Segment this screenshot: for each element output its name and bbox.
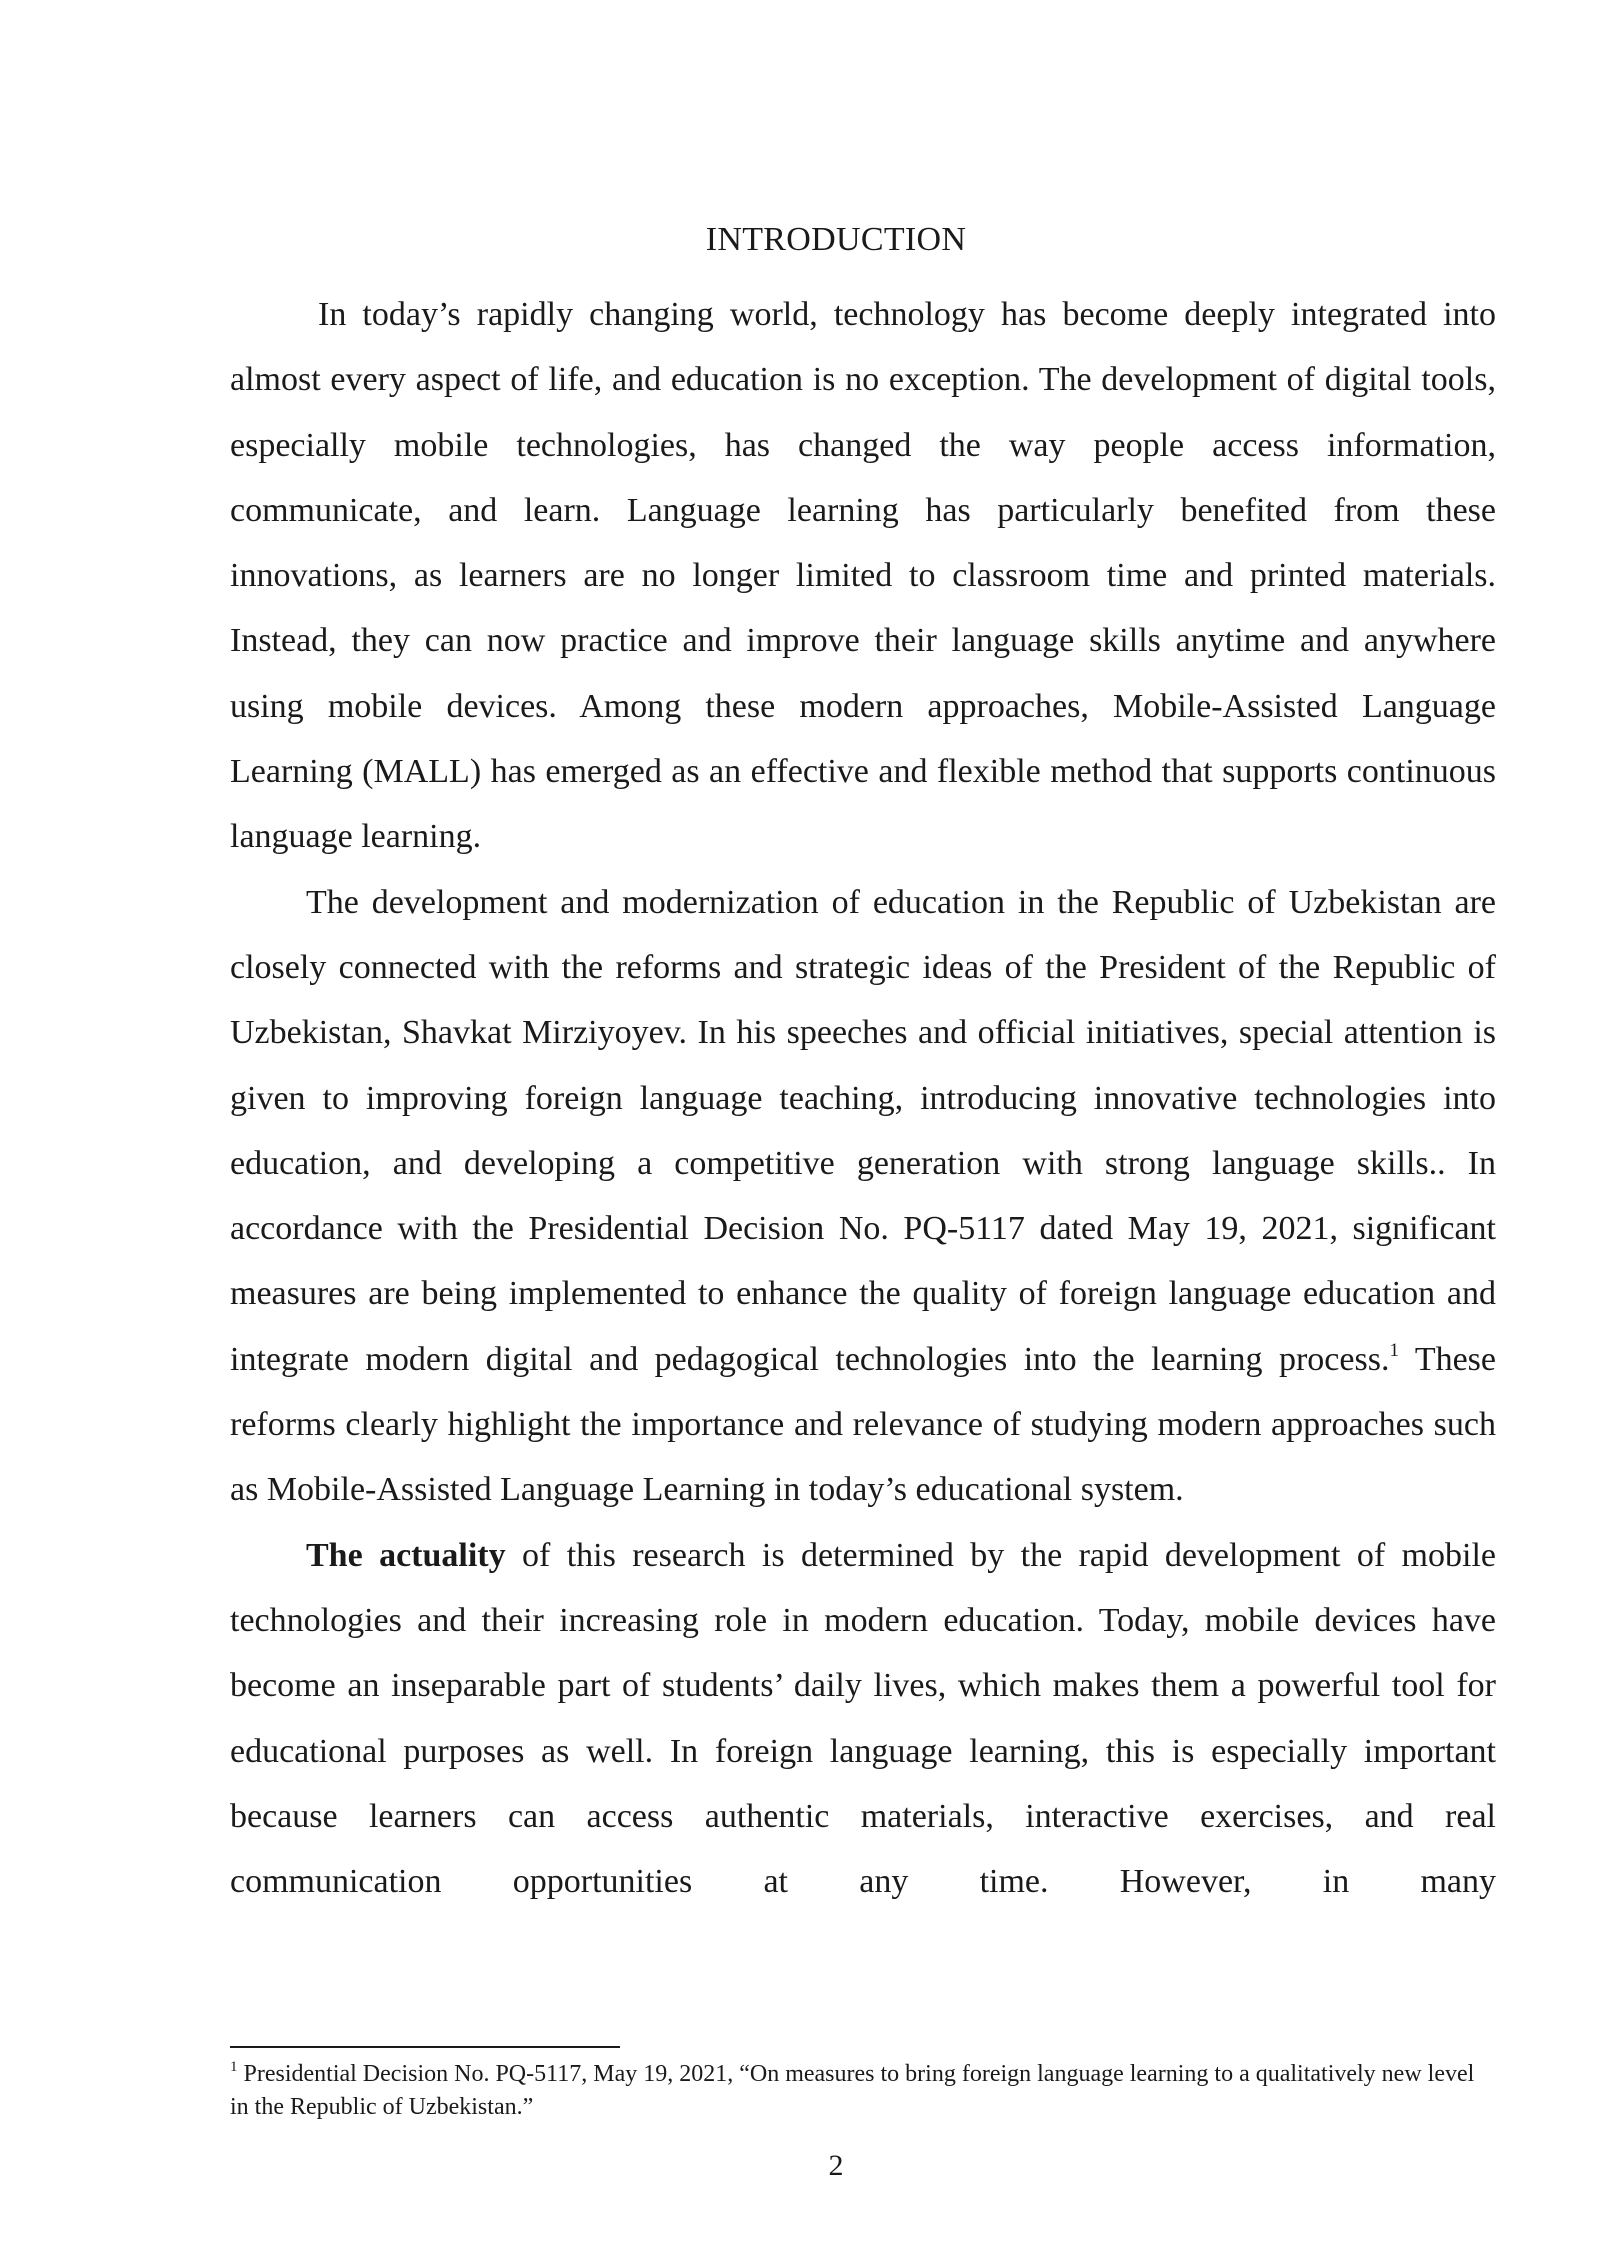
paragraph-reforms-text: The development and modernization of education in the Republic of Uzbekistan are closely connected with the reforms and strategic ideas of the President of the Republic of Uzbekistan, Shavkat Mirziyoyev. In his speeches and official initiatives, special attention is given to improving foreign language teaching, introducing innovative technologies into education, and developing a competitive generation with strong language skills.. In accordance with the Presidential Decision No. PQ-5117 dated May 19, 2021, significant measures are being implemented to enhance the quality of foreign language education and integrate modern digital and pedagogical technologies into the learning process. [230,883,1496,1378]
footnote-marker: 1 [230,2059,238,2075]
body-text [230,282,1496,1914]
paragraph-reforms-text-continued: These reforms clearly highlight the importance and relevance of studying modern approaches such as Mobile-Assisted Language Learning in today’s educational system. [230,1340,1496,1509]
footnote [230,2058,1496,2124]
paragraph-actuality-lead: The actuality [306,1536,506,1574]
paragraph-actuality [230,1523,1496,1915]
paragraph-reforms [230,870,1496,1523]
paragraph-actuality-text: of this research is determined by the rapid development of mobile technologies and their increasing role in modern education. Today, mobile devices have become an inseparable part of students’ daily lives, which makes them a powerful tool for educational purposes as well. In foreign language learning, this is especially important because learners can access authentic materials, interactive exercises, and real communication opportunities at any time. However, in many [230,1536,1496,1901]
section-heading: INTRODUCTION [705,221,967,258]
footnote-text: Presidential Decision No. PQ-5117, May 19, 2021, “On measures to bring foreign language learning to a qualitatively new level in the Republic of Uzbekistan.” [230,2061,1475,2120]
footnote-reference[interactable]: 1 [1389,1339,1399,1361]
paragraph-intro: In today’s rapidly changing world, technology has become deeply integrated into almost every aspect of life, and education is no exception. The development of digital tools, especially mobile technologies, has changed the way people access information, communicate, and learn. Language learning has particularly benefited from these innovations, as learners are no longer limited to classroom time and printed materials. Instead, they can now practice and improve their language skills anytime and anywhere using mobile devices. Among these modern approaches, Mobile-Assisted Language Learning (MALL) has emerged as an effective and flexible method that supports continuous language learning. [230,296,1496,856]
page-number: 2 [828,2149,844,2182]
footnote-separator [230,2046,620,2048]
